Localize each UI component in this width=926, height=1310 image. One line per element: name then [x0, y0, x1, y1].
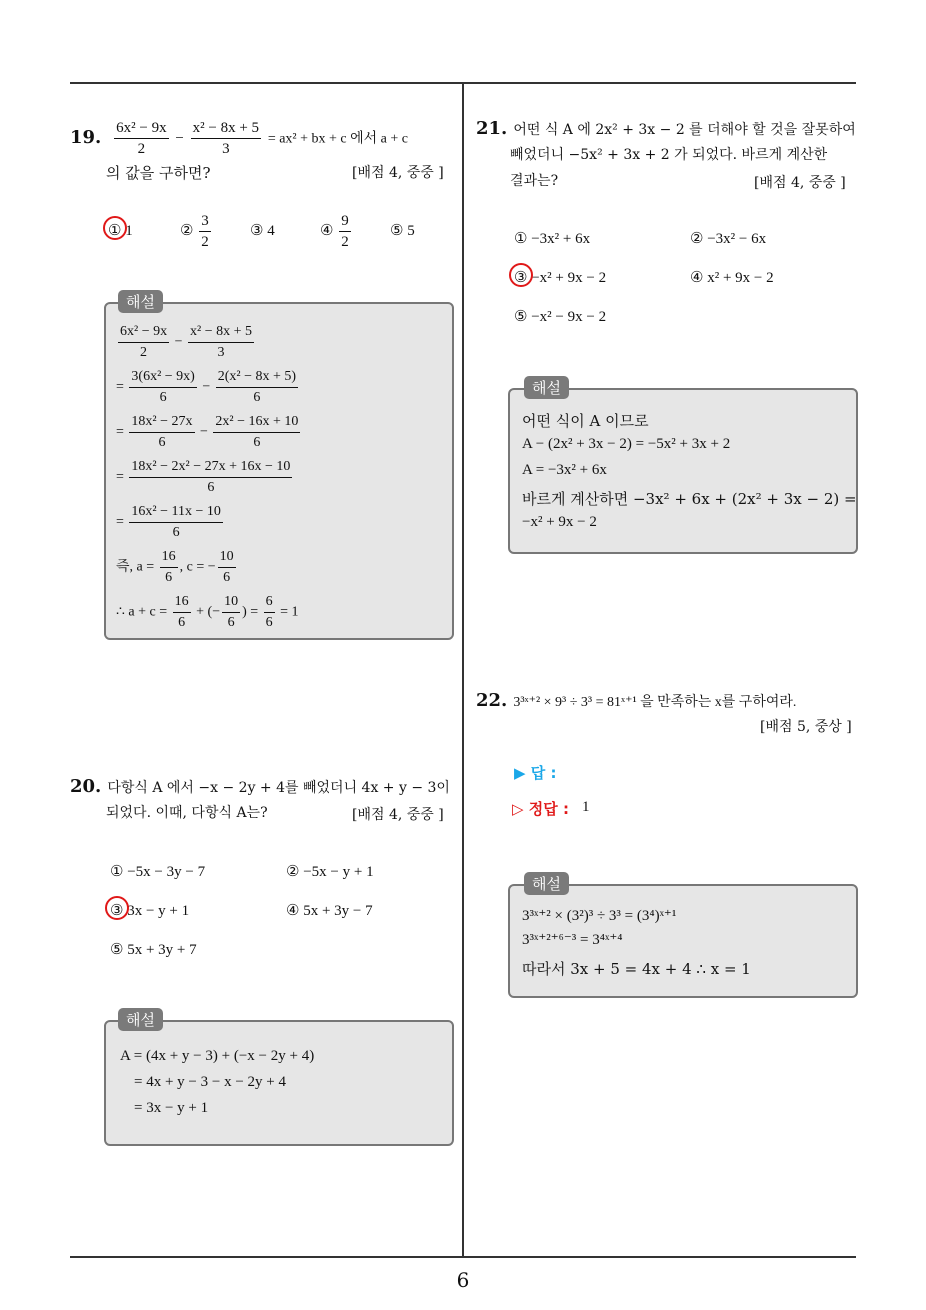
solution-tag: 해설: [118, 290, 163, 313]
solution-line: = $\frac{\text{3(6x² − 9x)}}{6}$ − $\frac{\text{2(x² − 8x + 5)}}{6}$: [116, 369, 297, 405]
solution-line: ∴ a + c = $\frac{16}{6}$ + (− $\frac{10}{6}$ ) = $\frac{6}{6}$ = 1: [116, 594, 299, 630]
choice-4[interactable]: ④ x² + 9x − 2: [690, 270, 774, 286]
question-21: [476, 116, 866, 143]
solution-line: A = (4x + y − 3) + (−x − 2y + 4): [120, 1048, 315, 1064]
solution-line: A − (2x² + 3x − 2) = −5x² + 3x + 2: [522, 436, 731, 452]
selected-answer-mark: [103, 216, 127, 240]
question-19: [70, 118, 460, 159]
solution-tag: 해설: [118, 1008, 163, 1031]
question-22: [476, 688, 866, 716]
question-text: 되었다. 이때, 다항식 A는?: [106, 805, 268, 821]
solution-tag: 해설: [524, 872, 569, 895]
question-number: 19.: [70, 126, 102, 148]
choice-5[interactable]: ⑤ 5: [390, 223, 415, 239]
solution-line: = 4x + y − 3 − x − 2y + 4: [134, 1074, 287, 1090]
choice-1[interactable]: ① −5x − 3y − 7: [110, 864, 206, 880]
operator: −: [175, 130, 184, 147]
question-number: 22.: [476, 690, 508, 711]
question-text: 결과는?: [510, 173, 559, 189]
solution-line: $\frac{\text{6x² − 9x}}{2}$ − $\frac{\text{x² − 8x + 5}}{3}$: [120, 324, 252, 360]
solution-tag: 해설: [524, 376, 569, 399]
column-divider: [462, 84, 464, 1258]
question-text: 의 값을 구하면?: [106, 164, 211, 182]
choice-2[interactable]: ② −3x² − 6x: [690, 231, 767, 247]
question-number: 21.: [476, 118, 508, 139]
solution-line: = $\frac{\text{16x² − 11x − 10}}{6}$: [116, 504, 221, 540]
question-number: 20.: [70, 776, 102, 797]
answer-label: ▶ 답 :: [514, 764, 557, 782]
choice-1[interactable]: ① −3x² + 6x: [514, 231, 591, 247]
correct-answer-label: ▷ 정답 :: [512, 800, 569, 818]
choice-3[interactable]: ③ 4: [250, 223, 275, 239]
correct-answer-value: 1: [582, 799, 590, 815]
question-text: 어떤 식 A 에 2x² + 3x − 2 를 더해야 할 것을 잘못하여: [513, 122, 856, 138]
choice-2[interactable]: ② $\frac{3}{2}$: [180, 213, 209, 250]
solution-line: −x² + 9x − 2: [522, 514, 597, 530]
solution-line: 어떤 식이 A 이므로: [522, 412, 649, 430]
solution-line: 바르게 계산하면 −3x² + 6x + (2x² + 3x − 2) =: [522, 490, 857, 508]
score-meta: [배점 4, 중중 ]: [352, 165, 444, 181]
page-number: 6: [456, 1268, 470, 1292]
solution-line: = 3x − y + 1: [134, 1100, 209, 1116]
fraction: $\frac{3}{2}$: [201, 213, 209, 250]
fraction: $\frac{9}{2}$: [341, 213, 349, 250]
question-text: = ax² + bx + c 에서 a + c: [267, 131, 408, 147]
solution-line: = $\frac{\text{18x² − 27x}}{6}$ − $\frac{\text{2x² − 16x + 10}}{6}$: [116, 414, 299, 450]
solution-line: = $\frac{\text{18x² − 2x² − 27x + 16x − 10}}{6}$: [116, 459, 291, 495]
question-20: [70, 774, 460, 801]
choice-3[interactable]: ③ −x² + 9x − 2: [514, 270, 607, 286]
solution-line: A = −3x² + 6x: [522, 462, 607, 478]
solution-line: 3³ˣ⁺² × (3²)³ ÷ 3³ = (3⁴)ˣ⁺¹: [522, 908, 677, 924]
solution-line: 즉, a = $\frac{16}{6}$ , c = − $\frac{10}{6}$: [116, 549, 234, 585]
choice-3[interactable]: ③ 3x − y + 1: [110, 903, 190, 919]
solution-line: 3³ˣ⁺²⁺⁶⁻³ = 3⁴ˣ⁺⁴: [522, 932, 623, 948]
question-text: 빼었더니 −5x² + 3x + 2 가 되었다. 바르게 계산한: [510, 147, 828, 163]
solution-content: [116, 322, 302, 633]
solution-line: 따라서 3x + 5 = 4x + 4 ∴ x = 1: [522, 960, 751, 978]
score-meta: [배점 4, 중중 ]: [754, 175, 846, 191]
choice-2[interactable]: ② −5x − y + 1: [286, 864, 374, 880]
choice-1[interactable]: ① 1: [108, 223, 133, 239]
score-meta: [배점 4, 중중 ]: [352, 807, 444, 823]
choice-4[interactable]: ④ $\frac{9}{2}$: [320, 213, 349, 250]
selected-answer-mark: [105, 896, 129, 920]
fraction: $\frac{\text{6x² − 9x}}{2}$: [116, 120, 167, 157]
fraction: $\frac{\text{x² − 8x + 5}}{3}$: [192, 120, 260, 157]
question-text: 3³ˣ⁺² × 9³ ÷ 3³ = 81ˣ⁺¹ 을 만족하는 x를 구하여라.: [513, 695, 797, 710]
choice-5[interactable]: ⑤ −x² − 9x − 2: [514, 309, 607, 325]
selected-answer-mark: [509, 263, 533, 287]
choice-5[interactable]: ⑤ 5x + 3y + 7: [110, 942, 197, 958]
score-meta: [배점 5, 중상 ]: [760, 719, 852, 735]
choice-4[interactable]: ④ 5x + 3y − 7: [286, 903, 373, 919]
question-text: 다항식 A 에서 −x − 2y + 4를 빼었더니 4x + y − 3이: [107, 780, 450, 796]
